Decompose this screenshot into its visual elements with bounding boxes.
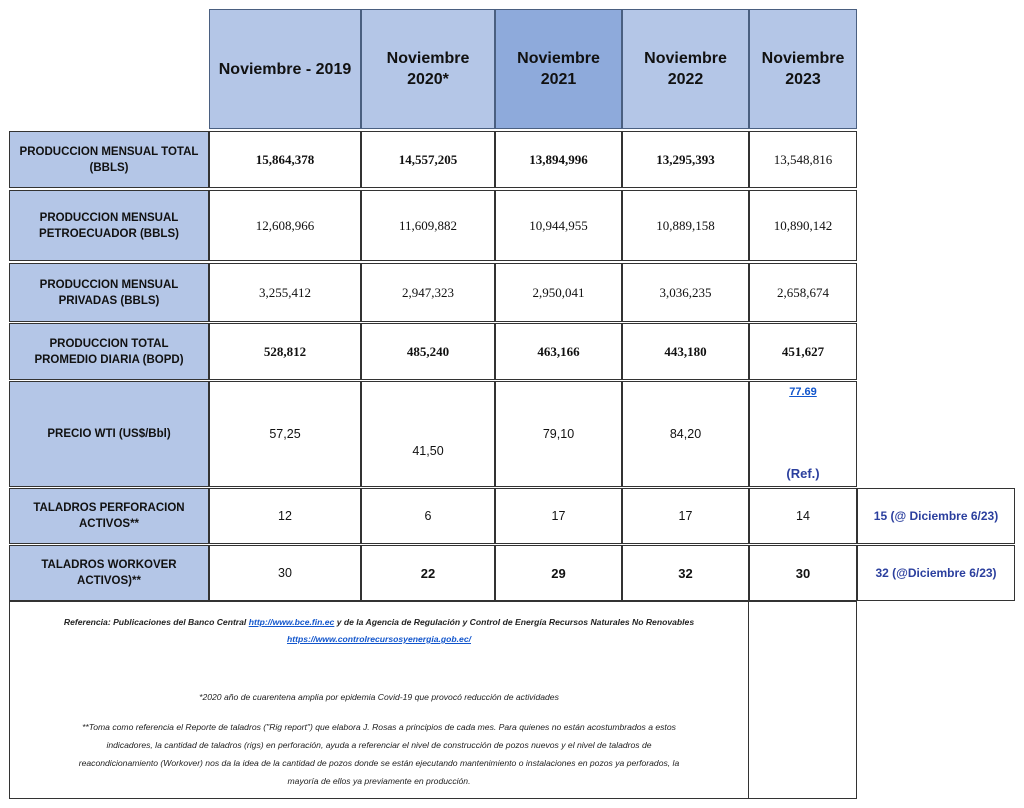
row-label-line: TALADROS PERFORACION [33, 502, 185, 514]
bce-link[interactable]: http://www.bce.fin.ec [248, 617, 335, 627]
row-label-line: PETROECUADOR (BBLS) [39, 227, 179, 240]
table-cell: 10,889,158 [622, 190, 749, 261]
covid-note: *2020 año de cuarentena amplia por epidemia Covid-19 que provocó reducción de actividades [199, 692, 559, 702]
reference-line [10, 616, 748, 629]
table-cell: 13,548,816 [749, 131, 857, 188]
row-label-taladros-workover [9, 545, 209, 601]
header-2022-line2: 2022 [667, 71, 704, 88]
table-cell: 13,894,996 [495, 131, 622, 188]
row-label-line: PROMEDIO DIARIA (BOPD) [34, 353, 184, 366]
reference-prefix: Referencia: Publicaciones del Banco Central [63, 617, 249, 627]
table-cell: 57,25 [209, 381, 361, 487]
row-label-line: PRODUCCION MENSUAL [39, 211, 179, 224]
table-cell: 14 [749, 488, 857, 544]
header-2023 [749, 9, 857, 129]
ref-label: (Ref.) [786, 466, 820, 481]
notes-box [9, 601, 749, 799]
table-cell: 451,627 [749, 323, 857, 380]
header-2019-line1: Noviembre - 2019 [218, 60, 352, 78]
table-cell: 12,608,966 [209, 190, 361, 261]
table-cell: 41,50 [361, 381, 495, 487]
table-cell: 17 [495, 488, 622, 544]
row-label-line: TALADROS WORKOVER [41, 559, 177, 571]
row-label-line: PRECIO WTI (US$/Bbl) [47, 428, 171, 440]
table-cell: 10,944,955 [495, 190, 622, 261]
header-2023-line1: Noviembre [761, 50, 845, 67]
header-2021-line1: Noviembre [517, 50, 600, 67]
row-label-promedio-diaria [9, 323, 209, 380]
header-2020 [361, 9, 495, 129]
header-2022 [622, 9, 749, 129]
row-label-line: (BBLS) [89, 161, 129, 174]
rig-note-line: **Toma como referencia el Reporte de taladros ("Rig report") que elabora J. Rosas a principios de cada mes. Para quienes no están acostumbrados a estos [82, 722, 676, 732]
table-cell: 84,20 [622, 381, 749, 487]
table-cell: 22 [361, 545, 495, 601]
table-cell: 2,947,323 [361, 263, 495, 322]
header-2022-line1: Noviembre [644, 50, 727, 67]
table-cell: 14,557,205 [361, 131, 495, 188]
table-cell: 3,036,235 [622, 263, 749, 322]
reference-mid: y de la Agencia de Regulación y Control de Energía Recursos Naturales No Renovables [334, 617, 695, 627]
table-cell: 17 [622, 488, 749, 544]
table-cell: 29 [495, 545, 622, 601]
header-2019 [209, 9, 361, 129]
row-label-line: ACTIVOS)** [77, 575, 141, 587]
rig-note-line: mayoría de ellos ya previamente en producción. [287, 776, 471, 786]
header-2021 [495, 9, 622, 129]
table-cell: 10,890,142 [749, 190, 857, 261]
header-2020-line2: 2020* [407, 71, 449, 88]
table-cell: 463,166 [495, 323, 622, 380]
table-cell: 13,295,393 [622, 131, 749, 188]
row-label-line: PRODUCCION MENSUAL [39, 278, 179, 291]
table-cell: 30 [749, 545, 857, 601]
rig-note-line: indicadores, la cantidad de taladros (rigs) en perforación, ayuda a referenciar el nivel de construcción de pozos nuevos y el nivel de taladros de [106, 740, 652, 750]
table-cell: 485,240 [361, 323, 495, 380]
row-label-line: PRODUCCION MENSUAL TOTAL [19, 145, 199, 158]
header-2021-line2: 2021 [540, 71, 577, 88]
row-label-line: PRODUCCION TOTAL [49, 337, 169, 350]
row-label-privadas [9, 263, 209, 322]
row-label-produccion-total [9, 131, 209, 188]
table-cell: 30 [209, 545, 361, 601]
reference-link-line [10, 633, 748, 646]
row-label-line: PRIVADAS (BBLS) [58, 294, 160, 307]
row-label-taladros-perforacion [9, 488, 209, 544]
table-cell: 79,10 [495, 381, 622, 487]
table-cell: 3,255,412 [209, 263, 361, 322]
wti-2023-cell [749, 381, 857, 487]
table-cell: 12 [209, 488, 361, 544]
table-cell: 2,658,674 [749, 263, 857, 322]
table-cell: 32 [622, 545, 749, 601]
table-cell: 2,950,041 [495, 263, 622, 322]
table-cell: 15,864,378 [209, 131, 361, 188]
header-2020-line1: Noviembre [386, 50, 470, 67]
table-cell: 443,180 [622, 323, 749, 380]
table-cell: 11,609,882 [361, 190, 495, 261]
table-cell: 6 [361, 488, 495, 544]
notes-side-cell [748, 601, 857, 799]
table-cell: 528,812 [209, 323, 361, 380]
rig-note-line: reacondicionamiento (Workover) nos da la idea de la cantidad de pozos donde se están ejecutando mantenimiento o instalaciones en pozos ya perforados, la [78, 758, 680, 768]
side-note-workover: 32 (@Diciembre 6/23) [857, 545, 1015, 601]
row-label-petroecuador [9, 190, 209, 261]
row-label-precio-wti [9, 381, 209, 487]
header-2023-line2: 2023 [785, 71, 821, 88]
row-label-line: ACTIVOS** [78, 518, 140, 530]
wti-price-link[interactable]: 77.69 [789, 386, 817, 398]
side-note-perforacion: 15 (@ Diciembre 6/23) [857, 488, 1015, 544]
arc-link[interactable]: https://www.controlrecursosyenergia.gob.ec/ [286, 634, 471, 644]
